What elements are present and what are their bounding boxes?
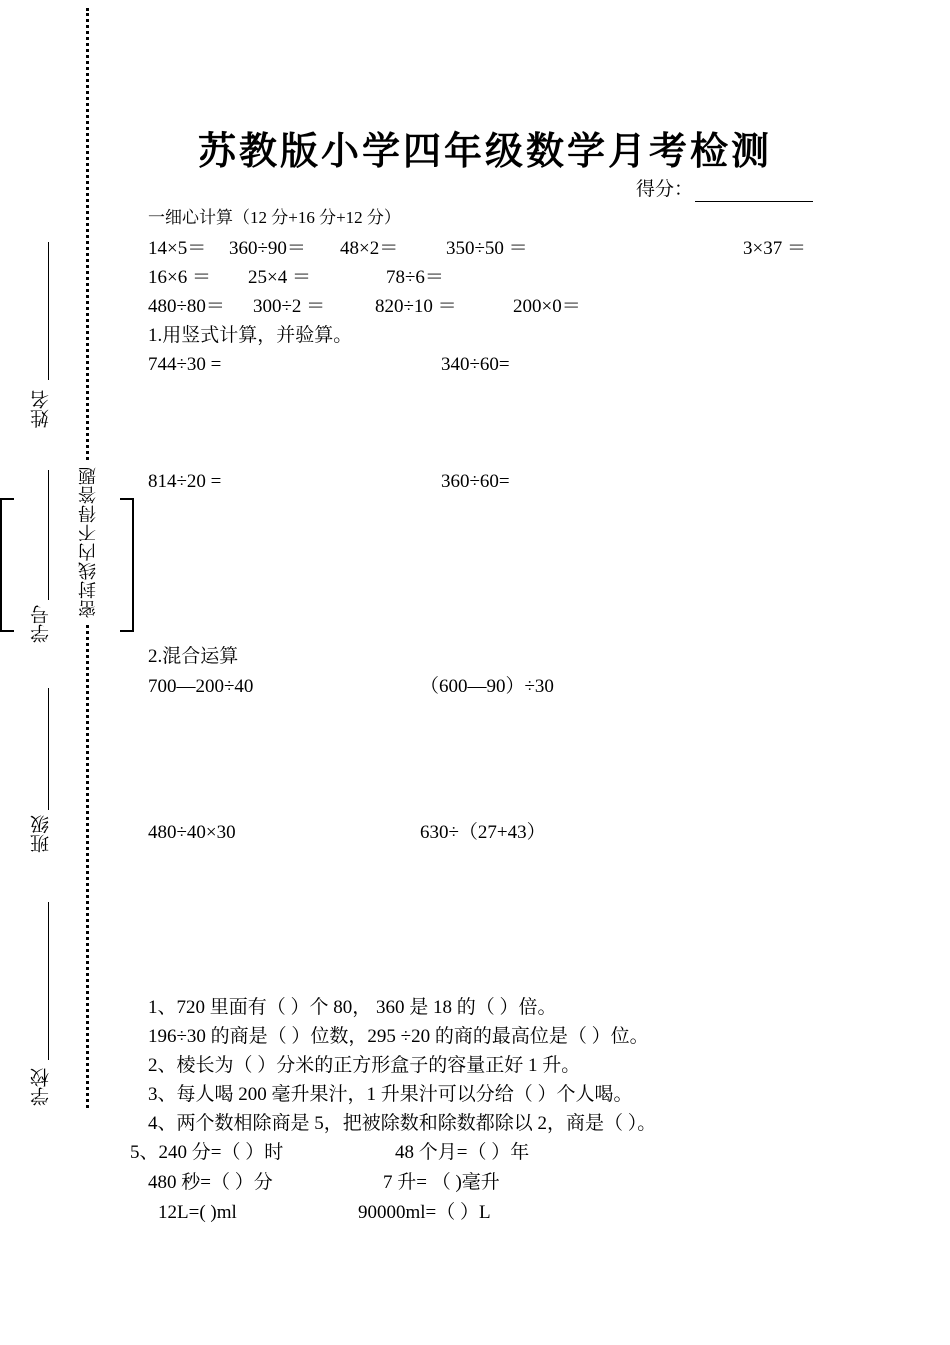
- calc-item: 25×4 ＝: [248, 267, 311, 288]
- mixed-ops-item: 480÷40×30: [148, 822, 236, 843]
- right-bracket: [120, 498, 134, 632]
- vertical-calc-item: 340÷60=: [441, 354, 510, 375]
- unit-item: 480 秒=（ ）分: [148, 1172, 273, 1193]
- score-blank[interactable]: [695, 183, 813, 202]
- score-field: [636, 178, 813, 202]
- student-no-label: 学号: [31, 605, 52, 643]
- calc-item: 820÷10 ＝: [375, 296, 457, 317]
- fill-blank-item: 1、720 里面有（ ）个 80， 360 是 18 的（ ）倍。: [148, 997, 557, 1018]
- vertical-calc-item: 744÷30 =: [148, 354, 222, 375]
- calc-item: 350÷50 ＝: [446, 238, 528, 259]
- calc-item: 14×5＝: [148, 238, 207, 259]
- vertical-calc-item: 360÷60=: [441, 471, 510, 492]
- fill-blank-item: 2、棱长为（ ）分米的正方形盒子的容量正好 1 升。: [148, 1055, 581, 1076]
- page-title: 苏教版小学四年级数学月考检测: [197, 129, 772, 173]
- calc-item: 3×37 ＝: [743, 238, 806, 259]
- calc-item: 200×0＝: [513, 296, 581, 317]
- student-no-line: [48, 470, 49, 600]
- calc-item: 78÷6＝: [386, 267, 444, 288]
- unit-item: 90000ml=（ ）L: [358, 1202, 491, 1223]
- class-line: [48, 688, 49, 810]
- unit-item: 5、240 分=（ ）时: [130, 1142, 284, 1163]
- left-bracket: [0, 498, 14, 632]
- section1-heading: 一细心计算（12 分+16 分+12 分）: [148, 208, 401, 227]
- calc-item: 480÷80＝: [148, 296, 225, 317]
- mixed-ops-item: 700—200÷40: [148, 676, 254, 697]
- school-line: [48, 902, 49, 1060]
- mixed-ops-heading: 2.混合运算: [148, 646, 239, 667]
- calc-item: 300÷2 ＝: [253, 296, 326, 317]
- name-line: [48, 242, 49, 380]
- calc-item: 360÷90＝: [229, 238, 306, 259]
- fill-blank-item: 196÷30 的商是（ ）位数，295 ÷20 的商的最高位是（ ）位。: [148, 1026, 649, 1047]
- vertical-calc-heading: 1.用竖式计算，并验算。: [148, 325, 353, 346]
- vertical-calc-item: 814÷20 =: [148, 471, 222, 492]
- seal-notice: 密封线内不得答题: [76, 462, 100, 622]
- class-label: 班级: [31, 815, 52, 853]
- name-label: 姓名: [31, 390, 52, 428]
- unit-item: 12L=( )ml: [158, 1202, 237, 1223]
- mixed-ops-item: （600—90）÷30: [420, 676, 554, 697]
- unit-item: 7 升= （ )毫升: [383, 1172, 500, 1193]
- fill-blank-item: 3、每人喝 200 毫升果汁，1 升果汁可以分给（ ）个人喝。: [148, 1084, 633, 1105]
- school-label: 学校: [31, 1068, 52, 1106]
- mixed-ops-item: 630÷（27+43）: [420, 822, 546, 843]
- unit-item: 48 个月=（ ）年: [395, 1142, 530, 1163]
- score-label: 得分：: [636, 179, 694, 200]
- calc-item: 48×2＝: [340, 238, 399, 259]
- fill-blank-item: 4、两个数相除商是 5，把被除数和除数都除以 2，商是（ ）。: [148, 1113, 657, 1134]
- calc-item: 16×6 ＝: [148, 267, 211, 288]
